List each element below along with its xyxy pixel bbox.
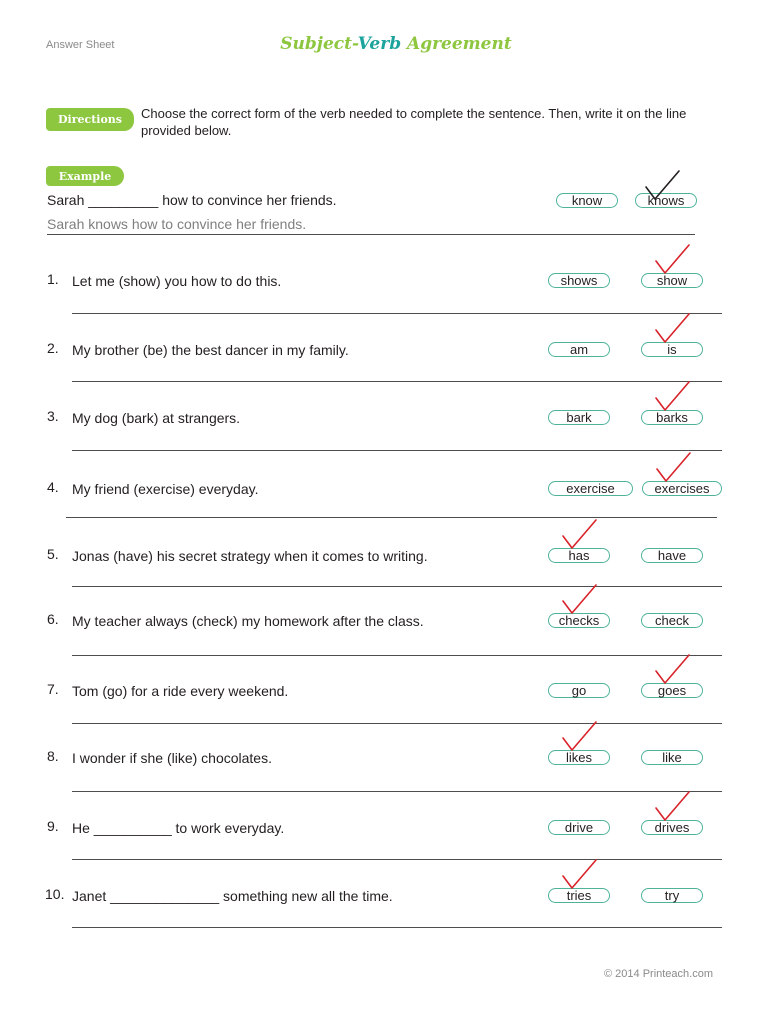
choice-option-a[interactable]: likes — [548, 750, 610, 765]
answer-line[interactable] — [72, 655, 722, 656]
question-text: Janet ______________ something new all the time. — [72, 888, 393, 904]
checkmark-icon — [653, 380, 693, 414]
question-text: Tom (go) for a ride every weekend. — [72, 683, 289, 699]
choice-option-b[interactable]: like — [641, 750, 703, 765]
choice-option-a[interactable]: shows — [548, 273, 610, 288]
question-number: 10. — [45, 886, 65, 902]
choice-option-b[interactable]: barks — [641, 410, 703, 425]
question-text: Let me (show) you how to do this. — [72, 273, 282, 289]
example-tag: Example — [46, 166, 124, 186]
choice-option-b[interactable]: have — [641, 548, 703, 563]
question-text: My teacher always (check) my homework after the class. — [72, 613, 424, 629]
checkmark-icon — [654, 451, 694, 485]
question-text: My friend (exercise) everyday. — [72, 481, 259, 497]
checkmark-icon — [643, 169, 683, 203]
title-part-verb: Verb — [357, 34, 402, 54]
checkmark-icon — [560, 720, 600, 754]
choice-option-a[interactable]: has — [548, 548, 610, 563]
choice-option-a[interactable]: tries — [548, 888, 610, 903]
answer-line[interactable] — [72, 313, 722, 314]
copyright-footer: © 2014 Printeach.com — [604, 968, 713, 980]
answer-line[interactable] — [72, 381, 722, 382]
checkmark-icon — [653, 312, 693, 346]
answer-line[interactable] — [72, 859, 722, 860]
choice-option-b[interactable]: is — [641, 342, 703, 357]
answer-line[interactable] — [72, 927, 722, 928]
question-text: My dog (bark) at strangers. — [72, 410, 241, 426]
title-part-subject: Subject- — [280, 34, 358, 54]
question-number: 8. — [47, 748, 59, 764]
example-answer-line — [47, 234, 695, 235]
answer-sheet-label: Answer Sheet — [46, 39, 115, 51]
worksheet-title — [0, 34, 768, 54]
choice-option-b[interactable]: drives — [641, 820, 703, 835]
choice-option-a[interactable]: checks — [548, 613, 610, 628]
question-text: My brother (be) the best dancer in my family. — [72, 342, 349, 358]
answer-line[interactable] — [72, 586, 722, 587]
question-number: 9. — [47, 818, 59, 834]
question-number: 3. — [47, 408, 59, 424]
choice-option-b[interactable]: check — [641, 613, 703, 628]
checkmark-icon — [653, 653, 693, 687]
choice-option-b[interactable]: exercises — [642, 481, 722, 496]
directions-tag: Directions — [46, 108, 134, 131]
choice-option-b[interactable]: goes — [641, 683, 703, 698]
question-number: 4. — [47, 479, 59, 495]
checkmark-icon — [560, 858, 600, 892]
checkmark-icon — [560, 583, 600, 617]
question-number: 5. — [47, 546, 59, 562]
checkmark-icon — [560, 518, 600, 552]
question-number: 7. — [47, 681, 59, 697]
question-number: 6. — [47, 611, 59, 627]
question-number: 1. — [47, 271, 59, 287]
question-number: 2. — [47, 340, 59, 356]
example-answer: Sarah knows how to convince her friends. — [47, 216, 307, 232]
answer-line[interactable] — [72, 791, 722, 792]
question-text: Jonas (have) his secret strategy when it comes to writing. — [72, 548, 428, 564]
question-text: He __________ to work everyday. — [72, 820, 285, 836]
example-sentence: Sarah _________ how to convince her friends. — [47, 192, 337, 208]
choice-option-a[interactable]: am — [548, 342, 610, 357]
choice-option-b[interactable]: knows — [635, 193, 697, 208]
choice-option-a[interactable]: exercise — [548, 481, 633, 496]
choice-option-b[interactable]: show — [641, 273, 703, 288]
choice-option-a[interactable]: know — [556, 193, 618, 208]
directions-text: Choose the correct form of the verb needed to complete the sentence. Then, write it on the line provided below. — [141, 106, 687, 138]
checkmark-icon — [653, 790, 693, 824]
answer-line[interactable] — [72, 723, 722, 724]
choice-option-a[interactable]: drive — [548, 820, 610, 835]
title-part-agreement: Agreement — [401, 34, 512, 54]
answer-line[interactable] — [72, 450, 722, 451]
choice-option-a[interactable]: bark — [548, 410, 610, 425]
answer-line[interactable] — [66, 517, 717, 518]
question-text: I wonder if she (like) chocolates. — [72, 750, 272, 766]
choice-option-a[interactable]: go — [548, 683, 610, 698]
checkmark-icon — [653, 243, 693, 277]
choice-option-b[interactable]: try — [641, 888, 703, 903]
